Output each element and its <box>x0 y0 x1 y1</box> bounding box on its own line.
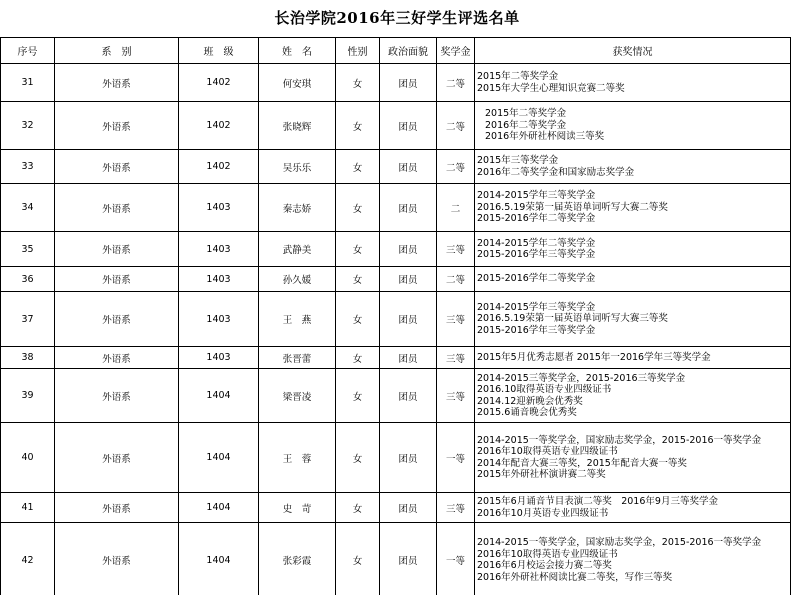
cell-scholarship[interactable]: 二等 <box>437 150 475 184</box>
cell-sex[interactable]: 女 <box>336 292 380 347</box>
award-line: 2015年三等奖学金 <box>477 155 559 166</box>
award-line: 2014-2015学年三等奖学金 <box>477 301 596 313</box>
table-row <box>1 150 791 184</box>
cell-political[interactable]: 团员 <box>380 232 437 267</box>
award-line: 2015-2016学年二等奖学金 <box>477 213 596 225</box>
table-row <box>1 64 791 102</box>
cell-sex[interactable]: 女 <box>336 64 380 102</box>
cell-class[interactable]: 1403 <box>179 347 259 369</box>
award-line: 2015-2016学年三等奖学金 <box>477 324 596 336</box>
award-line: 2014-2015学年二等奖学金 <box>477 237 596 249</box>
cell-dept[interactable]: 外语系 <box>55 347 179 369</box>
cell-sex[interactable]: 女 <box>336 423 380 493</box>
award-line: 2014-2015一等奖学金，国家励志奖学金，2015-2016一等奖学金 <box>477 537 762 548</box>
cell-name[interactable]: 张晓辉 <box>259 102 336 150</box>
award-line: 2015.6诵音晚会优秀奖 <box>477 407 577 418</box>
cell-sex[interactable]: 女 <box>336 493 380 523</box>
cell-political[interactable]: 团员 <box>380 523 437 595</box>
header-cell-class[interactable]: 班 级 <box>179 38 259 64</box>
cell-dept[interactable]: 外语系 <box>55 64 179 102</box>
cell-dept[interactable]: 外语系 <box>55 102 179 150</box>
award-line: 2016.5.19荣第一届英语单词听写大赛二等奖 <box>477 201 668 213</box>
cell-scholarship[interactable]: 一等 <box>437 423 475 493</box>
cell-no[interactable]: 32 <box>1 102 55 150</box>
cell-name[interactable]: 张彩霞 <box>259 523 336 595</box>
award-line: 2014.12迎新晚会优秀奖 <box>477 395 583 407</box>
cell-sex[interactable]: 女 <box>336 523 380 595</box>
cell-awards[interactable] <box>475 267 791 292</box>
table-row <box>1 369 791 423</box>
award-line: 2015年5月优秀志愿者 2015年一2016学年三等奖学金 <box>477 351 711 363</box>
header-cell-no[interactable]: 序号 <box>1 38 55 64</box>
cell-scholarship[interactable]: 二 <box>437 184 475 232</box>
cell-scholarship[interactable]: 三等 <box>437 369 475 423</box>
cell-political[interactable]: 团员 <box>380 102 437 150</box>
cell-awards[interactable] <box>475 347 791 369</box>
table-row <box>1 423 791 493</box>
award-line: 2015-2016学年二等奖学金 <box>477 273 596 285</box>
award-line: 2015年大学生心理知识竞赛二等奖 <box>477 82 625 94</box>
award-line: 2014-2015三等奖学金，2015-2016三等奖学金 <box>477 372 686 384</box>
cell-name[interactable]: 秦志娇 <box>259 184 336 232</box>
cell-political[interactable]: 团员 <box>380 493 437 523</box>
cell-class[interactable]: 1404 <box>179 423 259 493</box>
cell-political[interactable]: 团员 <box>380 184 437 232</box>
cell-awards[interactable] <box>475 523 791 595</box>
cell-scholarship[interactable]: 二等 <box>437 267 475 292</box>
cell-no[interactable]: 36 <box>1 267 55 292</box>
award-line: 2015年二等奖学金 <box>477 71 559 82</box>
cell-scholarship[interactable]: 二等 <box>437 64 475 102</box>
table-row <box>1 347 791 369</box>
award-line: 2015-2016学年三等奖学金 <box>477 249 596 260</box>
header-cell-name[interactable]: 姓 名 <box>259 38 336 64</box>
table-row <box>1 523 791 595</box>
award-line: 2016年10取得英语专业四级证书 <box>477 446 618 457</box>
cell-dept[interactable]: 外语系 <box>55 232 179 267</box>
cell-name[interactable]: 何安琪 <box>259 64 336 102</box>
cell-scholarship[interactable]: 三等 <box>437 347 475 369</box>
cell-class[interactable]: 1404 <box>179 523 259 595</box>
cell-scholarship[interactable]: 二等 <box>437 102 475 150</box>
award-line: 2014-2015一等奖学金，国家励志奖学金，2015-2016一等奖学金 <box>477 434 762 446</box>
award-line: 2014-2015学年三等奖学金 <box>477 190 596 202</box>
cell-sex[interactable]: 女 <box>336 184 380 232</box>
cell-name[interactable]: 孙久媛 <box>259 267 336 292</box>
cell-sex[interactable]: 女 <box>336 102 380 150</box>
cell-awards[interactable] <box>475 184 791 232</box>
award-line: 2016年10月英语专业四级证书 <box>477 507 609 519</box>
cell-class[interactable]: 1404 <box>179 369 259 423</box>
cell-class[interactable]: 1404 <box>179 493 259 523</box>
header-cell-sex[interactable]: 性别 <box>336 38 380 64</box>
cell-sex[interactable]: 女 <box>336 369 380 423</box>
cell-awards[interactable] <box>475 150 791 184</box>
award-line: 2016年外研社杯阅读三等奖 <box>485 131 605 143</box>
cell-class[interactable]: 1402 <box>179 64 259 102</box>
cell-awards[interactable] <box>475 102 791 150</box>
cell-name[interactable]: 张晋蕾 <box>259 347 336 369</box>
cell-scholarship[interactable]: 三等 <box>437 493 475 523</box>
cell-political[interactable]: 团员 <box>380 423 437 493</box>
cell-dept[interactable]: 外语系 <box>55 150 179 184</box>
award-line: 2016年10取得英语专业四级证书 <box>477 548 618 560</box>
header-cell-scholarship[interactable]: 奖学金 <box>437 38 475 64</box>
award-line: 2016年6月校运会接力赛二等奖 <box>477 560 612 571</box>
cell-dept[interactable]: 外语系 <box>55 369 179 423</box>
cell-awards[interactable] <box>475 423 791 493</box>
cell-scholarship[interactable]: 一等 <box>437 523 475 595</box>
table-row <box>1 184 791 232</box>
cell-class[interactable]: 1403 <box>179 292 259 347</box>
header-cell-dept[interactable]: 系 别 <box>55 38 179 64</box>
cell-name[interactable]: 王 燕 <box>259 292 336 347</box>
cell-sex[interactable]: 女 <box>336 347 380 369</box>
table-row <box>1 292 791 347</box>
cell-awards[interactable] <box>475 493 791 523</box>
cell-name[interactable]: 武静美 <box>259 232 336 267</box>
award-line: 2016年外研社杯阅读比赛二等奖，写作三等奖 <box>477 571 673 583</box>
cell-dept[interactable]: 外语系 <box>55 493 179 523</box>
cell-no[interactable]: 31 <box>1 64 55 102</box>
table-row <box>1 267 791 292</box>
cell-political[interactable]: 团员 <box>380 267 437 292</box>
cell-class[interactable]: 1403 <box>179 232 259 267</box>
cell-awards[interactable] <box>475 64 791 102</box>
award-line: 2015年外研社杯演讲赛二等奖 <box>477 469 606 480</box>
award-line: 2016年二等奖学金 <box>485 119 567 131</box>
award-line: 2015年二等奖学金 <box>485 108 567 120</box>
student-table <box>0 37 791 595</box>
cell-awards[interactable] <box>475 369 791 423</box>
table-row <box>1 493 791 523</box>
cell-no[interactable]: 39 <box>1 369 55 423</box>
page-title: 长治学院2016年三好学生评选名单 <box>274 9 520 27</box>
table-row <box>1 232 791 267</box>
cell-no[interactable]: 42 <box>1 523 55 595</box>
cell-political[interactable]: 团员 <box>380 292 437 347</box>
table-body <box>1 64 791 595</box>
cell-class[interactable]: 1402 <box>179 102 259 150</box>
cell-dept[interactable]: 外语系 <box>55 184 179 232</box>
cell-political[interactable]: 团员 <box>380 150 437 184</box>
cell-sex[interactable]: 女 <box>336 267 380 292</box>
cell-scholarship[interactable]: 三等 <box>437 232 475 267</box>
cell-scholarship[interactable]: 三等 <box>437 292 475 347</box>
cell-dept[interactable]: 外语系 <box>55 523 179 595</box>
cell-no[interactable]: 40 <box>1 423 55 493</box>
cell-name[interactable]: 史 苛 <box>259 493 336 523</box>
header-cell-awards[interactable]: 获奖情况 <box>475 38 791 64</box>
cell-name[interactable]: 王 蓉 <box>259 423 336 493</box>
award-line: 2014年配音大赛三等奖，2015年配音大赛一等奖 <box>477 457 687 469</box>
cell-class[interactable]: 1403 <box>179 184 259 232</box>
cell-no[interactable]: 34 <box>1 184 55 232</box>
cell-no[interactable]: 33 <box>1 150 55 184</box>
cell-sex[interactable]: 女 <box>336 232 380 267</box>
award-line: 2016.10取得英语专业四级证书 <box>477 384 612 395</box>
award-line: 2015年6月诵音节目表演二等奖 2016年9月三等奖学金 <box>477 496 718 507</box>
header-row <box>1 38 791 64</box>
cell-dept[interactable]: 外语系 <box>55 267 179 292</box>
cell-class[interactable]: 1403 <box>179 267 259 292</box>
cell-awards[interactable] <box>475 232 791 267</box>
header-cell-political[interactable]: 政治面貌 <box>380 38 437 64</box>
cell-political[interactable]: 团员 <box>380 347 437 369</box>
cell-name[interactable]: 梁晋凌 <box>259 369 336 423</box>
cell-dept[interactable]: 外语系 <box>55 423 179 493</box>
award-line: 2016年二等奖学金和国家励志奖学金 <box>477 166 635 178</box>
cell-class[interactable]: 1402 <box>179 150 259 184</box>
cell-dept[interactable]: 外语系 <box>55 292 179 347</box>
cell-no[interactable]: 38 <box>1 347 55 369</box>
cell-no[interactable]: 35 <box>1 232 55 267</box>
award-line: 2016.5.19荣第一届英语单词听写大赛三等奖 <box>477 313 668 325</box>
cell-no[interactable]: 41 <box>1 493 55 523</box>
cell-political[interactable]: 团员 <box>380 64 437 102</box>
cell-sex[interactable]: 女 <box>336 150 380 184</box>
cell-political[interactable]: 团员 <box>380 369 437 423</box>
cell-name[interactable]: 吴乐乐 <box>259 150 336 184</box>
table-row <box>1 102 791 150</box>
cell-no[interactable]: 37 <box>1 292 55 347</box>
cell-awards[interactable] <box>475 292 791 347</box>
